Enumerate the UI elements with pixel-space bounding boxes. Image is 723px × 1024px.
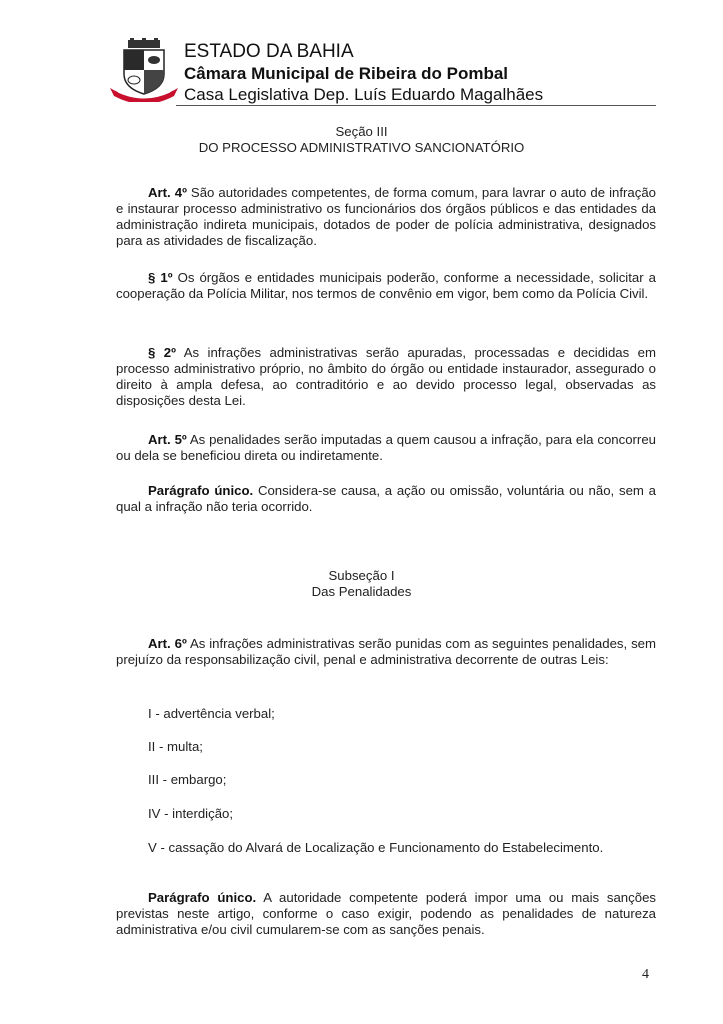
article-4-head: Art. 4º	[148, 185, 187, 200]
sole-paragraph-2-head: Parágrafo único.	[148, 890, 257, 905]
list-item: III - embargo;	[148, 772, 227, 787]
list-item-5-text: V - cassação do Alvará de Localização e Funcionamento do Estabelecimento.	[148, 840, 604, 855]
letterhead	[108, 38, 656, 110]
header-house: Casa Legislativa Dep. Luís Eduardo Magalhães	[184, 85, 544, 104]
section-label: Seção III	[335, 124, 388, 139]
subsection-label: Subseção I	[328, 568, 395, 583]
header-divider	[176, 105, 656, 106]
paragraph-2	[116, 345, 656, 409]
paragraph-1	[116, 270, 656, 302]
list-item: IV - interdição;	[148, 806, 234, 821]
subsection-title: Das Penalidades	[311, 584, 412, 599]
paragraph-1-text: Os órgãos e entidades municipais poderão, conforme a necessidade, solicitar a cooperação da Polícia Militar, nos termos de convênio em vigor, bem como da Polícia Civil.	[116, 270, 656, 301]
article-4	[116, 185, 656, 249]
header-chamber: Câmara Municipal de Ribeira do Pombal	[184, 64, 509, 83]
paragraph-1-head: § 1º	[148, 270, 173, 285]
article-5-text: As penalidades serão imputadas a quem causou a infração, para ela concorreu ou dela se beneficiou direta ou indiretamente.	[116, 432, 656, 463]
list-item: II - multa;	[148, 739, 203, 754]
paragraph-2-text: As infrações administrativas serão apuradas, processadas e decididas em processo administrativo próprio, no âmbito do órgão ou entidade instaurador, assegurado o direito à ampla defesa, ao contraditório e ao devido processo legal, observadas as disposições desta Lei.	[116, 345, 656, 408]
page-number: 4	[642, 967, 649, 982]
sole-paragraph-1-text: Considera-se causa, a ação ou omissão, voluntária ou não, sem a qual a infração não teria ocorrido.	[116, 483, 656, 514]
sole-paragraph-2	[116, 890, 656, 938]
article-5	[116, 432, 656, 464]
article-6-head: Art. 6º	[148, 636, 187, 651]
sole-paragraph-1-head: Parágrafo único.	[148, 483, 254, 498]
article-5-head: Art. 5º	[148, 432, 187, 447]
list-item-5	[116, 840, 656, 856]
sole-paragraph-1	[116, 483, 656, 515]
header-state: ESTADO DA BAHIA	[184, 41, 354, 62]
municipal-crest-icon	[108, 38, 180, 102]
article-4-text: São autoridades competentes, de forma comum, para lavrar o auto de infração e instaurar processo administrativo os funcionários dos órgãos públicos e das entidades da administração indireta municipais, dotados de poder de polícia administrativa, designados para as atividades de fiscalização.	[116, 185, 656, 248]
article-6-text: As infrações administrativas serão punidas com as seguintes penalidades, sem prejuízo da responsabilização civil, penal e administrativa decorrente de outras Leis:	[116, 636, 656, 667]
paragraph-2-head: § 2º	[148, 345, 176, 360]
section-title: DO PROCESSO ADMINISTRATIVO SANCIONATÓRIO	[198, 140, 525, 155]
list-item: I - advertência verbal;	[148, 706, 275, 721]
sole-paragraph-2-text: A autoridade competente poderá impor uma ou mais sanções previstas neste artigo, conforme o caso exigir, podendo as penalidades de natureza administrativa e/ou civil cumularem-se com as sanções penais.	[116, 890, 656, 937]
article-6	[116, 636, 656, 668]
